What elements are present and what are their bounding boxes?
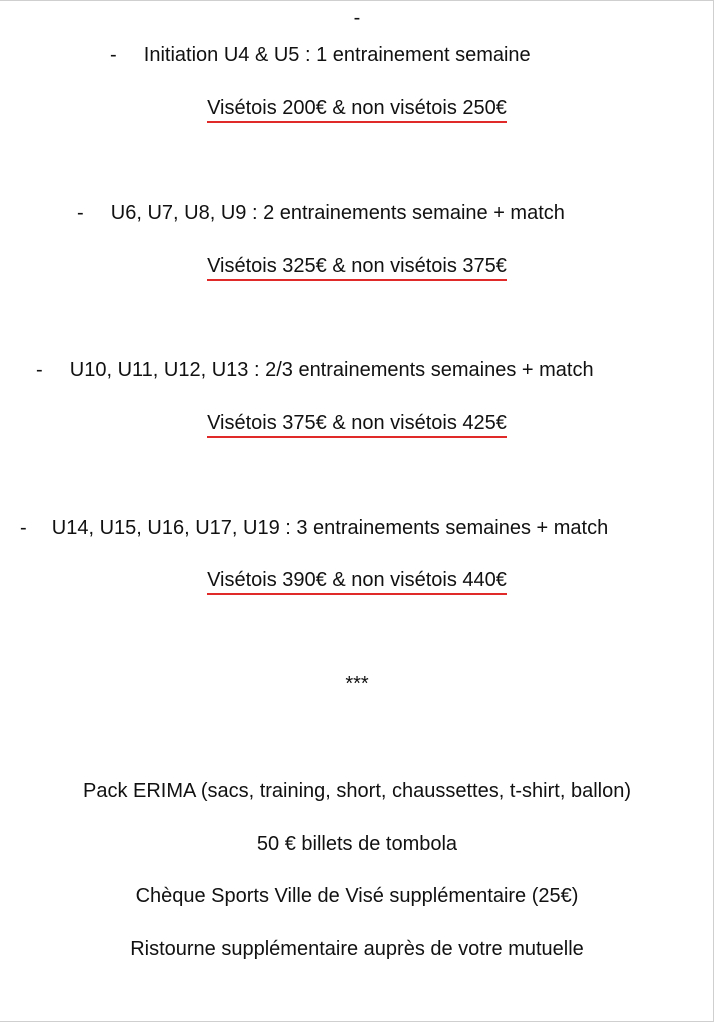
- list-dash: -: [20, 517, 27, 539]
- extra-item: Pack ERIMA (sacs, training, short, chaussettes, t-shirt, ballon): [83, 780, 631, 802]
- page-border-top: [0, 0, 714, 1]
- section-heading: U6, U7, U8, U9 : 2 entrainements semaine + match: [110, 202, 565, 224]
- price-text: Visétois 325€ & non visétois 375€: [207, 254, 507, 281]
- section-heading-line: [110, 43, 531, 67]
- extra-item: 50 € billets de tombola: [256, 833, 458, 855]
- separator: ***: [345, 673, 369, 695]
- price-text: Visétois 390€ & non visétois 440€: [207, 568, 507, 595]
- price-line: [0, 254, 714, 281]
- section-heading-line: [36, 358, 594, 382]
- extra-item: Ristourne supplémentaire auprès de votre mutuelle: [130, 938, 584, 960]
- section-heading-line: [20, 516, 608, 540]
- section-heading: Initiation U4 & U5 : 1 entrainement semaine: [143, 44, 531, 66]
- section-heading-line: [77, 201, 565, 225]
- section-heading: U10, U11, U12, U13 : 2/3 entrainements semaines + match: [69, 359, 594, 381]
- extra-item: Chèque Sports Ville de Visé supplémentaire (25€): [135, 885, 579, 907]
- price-line: [0, 96, 714, 123]
- list-dash: -: [77, 202, 84, 224]
- top-dash: -: [353, 7, 361, 29]
- list-dash: -: [36, 359, 43, 381]
- list-dash: -: [110, 44, 117, 66]
- price-text: Visétois 375€ & non visétois 425€: [207, 411, 507, 438]
- price-line: [0, 568, 714, 595]
- price-line: [0, 411, 714, 438]
- price-text: Visétois 200€ & non visétois 250€: [207, 96, 507, 123]
- page-border-bottom: [0, 1021, 714, 1022]
- section-heading: U14, U15, U16, U17, U19 : 3 entrainements semaines + match: [51, 517, 609, 539]
